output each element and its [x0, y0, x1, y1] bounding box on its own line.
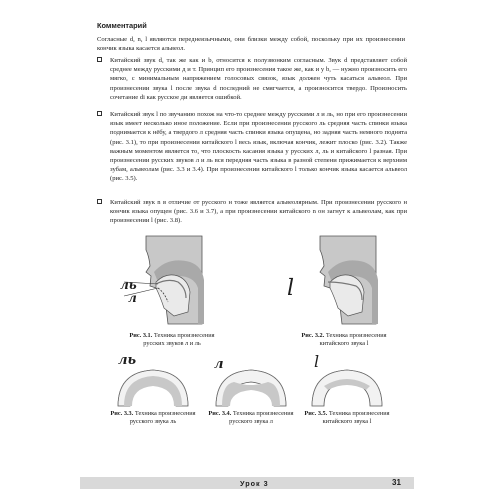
- figure-3-3-palate: [114, 366, 192, 408]
- figure-3-1-caption-text: Техника произнесения русских звуков л и ль: [143, 332, 215, 347]
- bullet-text-l: Китайский звук l по звучанию похож на что-то среднее между русскими л и ль, но при его произнесении язык имеет несколько иное положение. Если при произнесении русского ль средняя часть спинки языка поднимается к нёбу, а твердого л средняя часть спинки языка опущена, но задняя часть немного поднята (рис. 3.1), то при произнесении китайского l весь язык, включая кончик, лежит плоско (рис. 3.2). Также важным моментом является то, что плоскость касания языка у русских л, ль и китайского l разная. При произнесении русских звуков л и ль вся передняя часть языка в разной степени прижимается к верхним зубам, альвеолам (рис. 3.3 и 3.4). При произнесении китайского l только кончик языка касается альвеол (рис. 3.5).: [110, 111, 407, 183]
- figure-3-5-label: Рис. 3.5.: [304, 410, 328, 417]
- bullet-text-n: Китайский звук n в отличие от русского н тоже является альвеолярным. При произнесении русского н кончик языка опущен (рис. 3.6 и 3.7), а при произнесении китайского n он загнут к альвеолам, как при произнесении l (рис. 3.8).: [110, 199, 407, 225]
- figure-3-2-label: Рис. 3.2.: [301, 332, 325, 339]
- page-number: 31: [392, 478, 401, 487]
- figure-3-2-mark: l: [287, 276, 295, 301]
- figure-3-4-label: Рис. 3.4.: [208, 410, 232, 417]
- figure-3-4-mark: л: [214, 357, 224, 372]
- figure-3-5-mark: l: [314, 352, 320, 371]
- figure-3-2-caption: [296, 332, 392, 348]
- figure-3-2-head-profile: [290, 232, 394, 332]
- figure-3-4-palate: [212, 366, 290, 408]
- figure-3-1-label: Рис. 3.1.: [129, 332, 153, 339]
- footer-lesson: Урок 3: [240, 478, 269, 488]
- intro-paragraph: Согласные d, n, l являются переднеязычными, они близки между собой, поскольку при их произнесении кончик языка касается альвеол.: [97, 36, 405, 53]
- figure-3-5-caption-text: Техника произнесения китайского звука l: [322, 410, 390, 425]
- figure-3-3-caption: [108, 410, 198, 426]
- bullet-text-d: Китайский звук d, так же как и b, относится к полузвонким согласным. Звук d представляет собой среднее между русскими д и т. Принцип его произнесения такое же, как и у b, — нужно произносить его мягко, с минимальным напряжением голосовых связок, язык должен чуть касаться альвеол. При произнесении звука l после звука d последний не смягчается, а произносится твердо. Произносить сочетание di как русское ди является ошибкой.: [110, 57, 407, 101]
- figure-3-3-mark: ль: [118, 353, 137, 368]
- figure-3-5-caption: [302, 410, 392, 426]
- figure-3-5-palate: [308, 366, 386, 408]
- figure-3-4-caption-text: Техника произнесения русского звука л: [229, 410, 294, 425]
- figure-3-1-mark-soft-l: ль: [120, 278, 137, 292]
- checkbox-bullet-icon: [97, 199, 102, 204]
- figure-3-1-mark-hard-l: л: [128, 291, 137, 305]
- figure-3-3-label: Рис. 3.3.: [110, 410, 134, 417]
- figure-3-4-caption: [206, 410, 296, 426]
- checkbox-bullet-icon: [97, 111, 102, 116]
- figure-3-1-caption: [122, 332, 222, 348]
- figure-3-2-caption-text: Техника произнесения китайского звука l: [319, 332, 387, 347]
- figure-3-3-caption-text: Техника произнесения русского звука ль: [129, 410, 196, 425]
- section-heading: Комментарий: [97, 21, 147, 30]
- checkbox-bullet-icon: [97, 57, 102, 62]
